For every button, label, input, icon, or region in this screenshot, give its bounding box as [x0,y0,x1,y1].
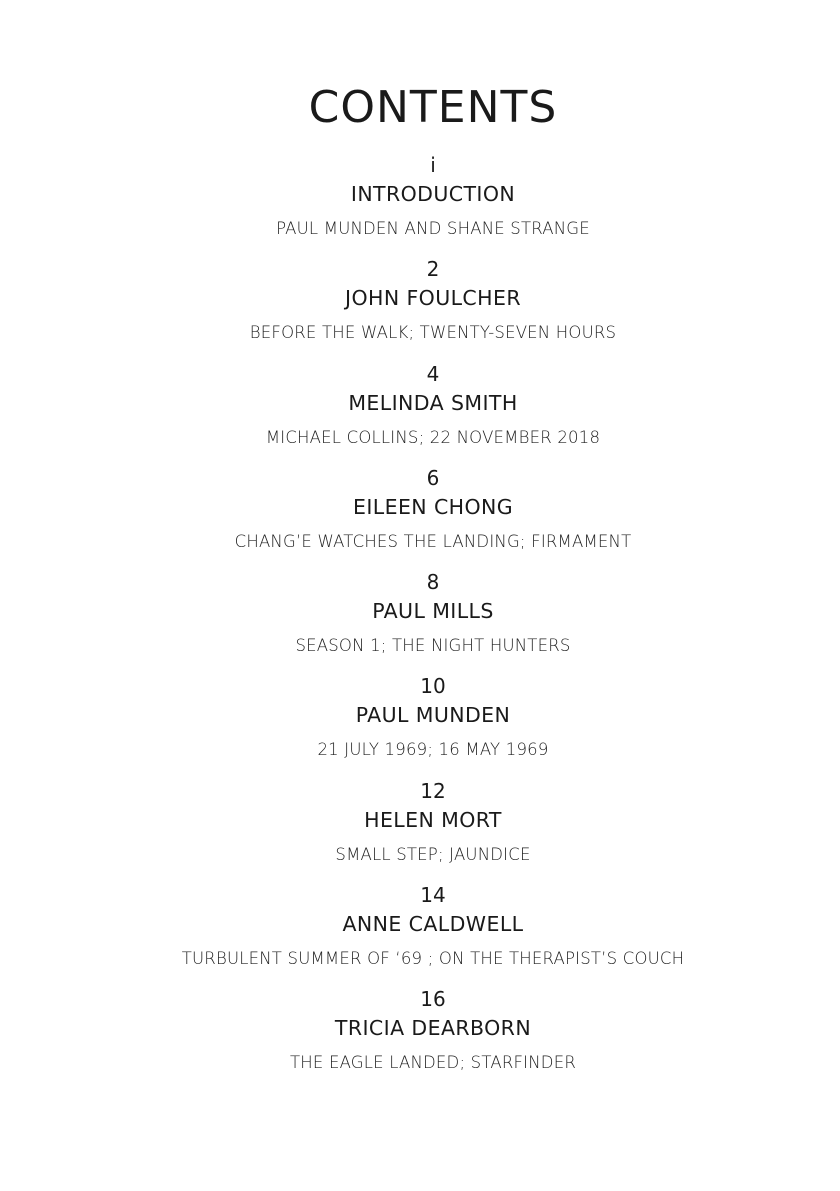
entry-page-number: 12 [420,778,446,803]
entry-works: 21 JULY 1969; 16 MAY 1969 [317,740,549,760]
contents-entry [0,569,840,673]
entry-page-number: 10 [420,674,446,699]
entry-works: MICHAEL COLLINS; 22 NOVEMBER 2018 [265,427,601,447]
entry-page-number: 8 [426,570,440,595]
contents-entry [0,986,840,1090]
entry-works: TURBULENT SUMMER OF ‘69 ; ON THE THERAPIST’S COUCH [181,949,685,969]
entry-page-number: 14 [420,883,446,908]
contents-list [0,152,840,1091]
entry-works: SEASON 1; THE NIGHT HUNTERS [295,636,571,656]
entry-page-number: 2 [426,257,440,282]
contents-entry [0,882,840,986]
entry-author: HELEN MORT [364,807,502,832]
entry-page-number: 16 [420,987,446,1012]
entry-author: EILEEN CHONG [352,494,514,519]
entry-author: JOHN FOULCHER [345,286,521,311]
entry-author: INTRODUCTION [350,182,516,206]
page-title: CONTENTS [308,82,558,133]
entry-page-number: i [430,153,436,177]
entry-works: SMALL STEP; JAUNDICE [335,844,531,864]
entry-page-number: 6 [426,465,440,490]
entry-author: ANNE CALDWELL [342,912,524,937]
entry-author: PAUL MUNDEN [355,703,511,728]
entry-works: THE EAGLE LANDED; STARFINDER [290,1053,576,1073]
entry-page-number: 4 [426,361,440,386]
contents-entry [0,256,840,360]
entry-author: PAUL MILLS [372,599,494,624]
contents-entry [0,778,840,882]
entry-author: TRICIA DEARBORN [334,1016,532,1041]
contents-entry [0,361,840,465]
entry-works: PAUL MUNDEN AND SHANE STRANGE [276,219,590,238]
contents-entry [0,673,840,777]
entry-works: CHANG’E WATCHES THE LANDING; FIRMAMENT [234,531,632,551]
entry-works: BEFORE THE WALK; TWENTY-SEVEN HOURS [249,323,617,343]
entry-author: MELINDA SMITH [348,390,518,415]
contents-entry [0,465,840,569]
contents-entry [0,152,840,256]
